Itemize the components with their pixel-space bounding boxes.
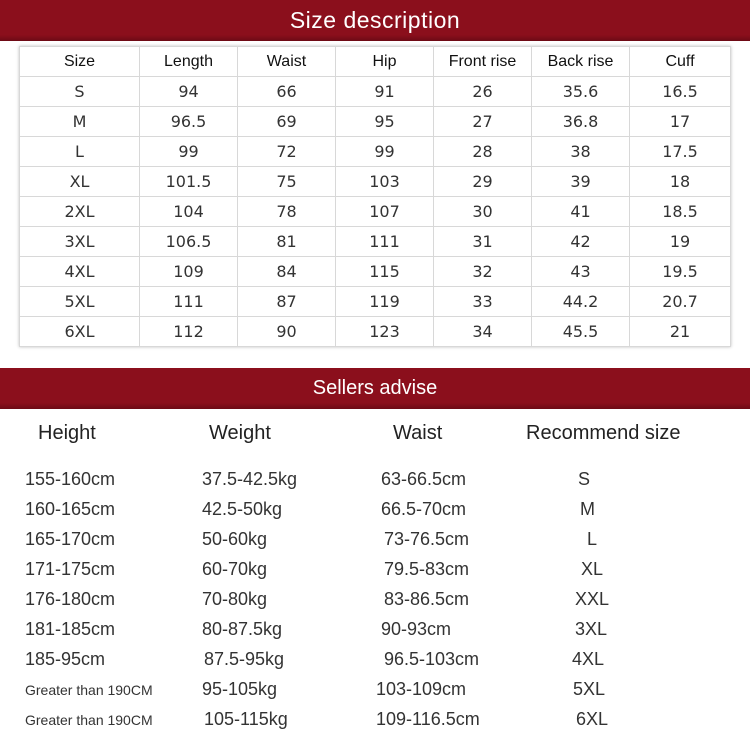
table-cell: 115 [336, 257, 434, 287]
table-cell: S [20, 77, 140, 107]
size-table [19, 46, 731, 347]
advise-header-height: Height [38, 422, 96, 444]
table-cell: 29 [434, 167, 532, 197]
table-cell: 106.5 [140, 227, 238, 257]
size-description-title: Size description [289, 7, 461, 33]
table-row [20, 197, 731, 227]
advise-weight: 50-60kg [202, 529, 268, 549]
advise-size: 5XL [573, 679, 606, 699]
table-row [20, 107, 731, 137]
table-cell: 84 [238, 257, 336, 287]
advise-height: 185-95cm [25, 649, 106, 669]
list-item [0, 649, 750, 679]
advise-height: 165-170cm [25, 529, 116, 549]
advise-height: Greater than 190CM [25, 682, 153, 698]
table-cell: 104 [140, 197, 238, 227]
table-cell: 42 [532, 227, 630, 257]
table-cell: 119 [336, 287, 434, 317]
advise-size: 4XL [572, 649, 605, 669]
table-row [20, 257, 731, 287]
table-row [20, 317, 731, 347]
advise-waist: 103-109cm [376, 679, 467, 699]
table-cell: 18.5 [630, 197, 731, 227]
advise-size: 3XL [575, 619, 608, 639]
advise-size: XXL [575, 589, 610, 609]
table-row [20, 167, 731, 197]
advise-height: 160-165cm [25, 499, 116, 519]
table-cell: 17.5 [630, 137, 731, 167]
advise-weight: 37.5-42.5kg [202, 469, 298, 489]
advise-waist: 90-93cm [381, 619, 452, 639]
header-waist: Waist [238, 47, 336, 77]
table-cell: 33 [434, 287, 532, 317]
list-item [0, 709, 750, 739]
advise-height: 171-175cm [25, 559, 116, 579]
list-item [0, 469, 750, 499]
table-cell: 4XL [20, 257, 140, 287]
table-cell: 96.5 [140, 107, 238, 137]
table-cell: 107 [336, 197, 434, 227]
table-cell: 44.2 [532, 287, 630, 317]
table-row [20, 137, 731, 167]
table-cell: 20.7 [630, 287, 731, 317]
table-cell: 21 [630, 317, 731, 347]
sellers-advise-banner [0, 368, 750, 409]
table-cell: 111 [140, 287, 238, 317]
table-row [20, 287, 731, 317]
size-description-banner [0, 0, 750, 41]
table-cell: 38 [532, 137, 630, 167]
advise-weight: 95-105kg [202, 679, 278, 699]
table-cell: 95 [336, 107, 434, 137]
table-cell: 35.6 [532, 77, 630, 107]
advise-height: 181-185cm [25, 619, 116, 639]
table-row [20, 77, 731, 107]
header-size: Size [20, 47, 140, 77]
table-cell: 72 [238, 137, 336, 167]
advise-size: M [580, 499, 595, 519]
list-item [0, 589, 750, 619]
advise-size: 6XL [576, 709, 609, 729]
advise-size: XL [581, 559, 604, 579]
advise-header-recommend-size: Recommend size [526, 422, 681, 444]
table-cell: 94 [140, 77, 238, 107]
header-back-rise: Back rise [532, 47, 630, 77]
table-cell: 78 [238, 197, 336, 227]
list-item [0, 619, 750, 649]
advise-waist: 109-116.5cm [376, 709, 480, 729]
advise-weight: 60-70kg [202, 559, 268, 579]
list-item [0, 529, 750, 559]
advise-height: 155-160cm [25, 469, 116, 489]
table-cell: 99 [336, 137, 434, 167]
advise-size: L [587, 529, 598, 549]
table-cell: 87 [238, 287, 336, 317]
table-cell: 103 [336, 167, 434, 197]
advise-weight: 70-80kg [202, 589, 268, 609]
table-cell: 16.5 [630, 77, 731, 107]
table-cell: 99 [140, 137, 238, 167]
advise-waist: 83-86.5cm [384, 589, 470, 609]
table-cell: 69 [238, 107, 336, 137]
table-cell: 3XL [20, 227, 140, 257]
advise-height: 176-180cm [25, 589, 116, 609]
table-cell: 19.5 [630, 257, 731, 287]
advise-header-waist: Waist [393, 422, 443, 444]
list-item [0, 679, 750, 709]
advise-weight: 105-115kg [204, 709, 288, 729]
table-cell: 27 [434, 107, 532, 137]
table-cell: 36.8 [532, 107, 630, 137]
table-cell: 91 [336, 77, 434, 107]
advise-waist: 63-66.5cm [381, 469, 467, 489]
advise-waist: 96.5-103cm [384, 649, 480, 669]
table-cell: 31 [434, 227, 532, 257]
table-cell: 112 [140, 317, 238, 347]
table-cell: 66 [238, 77, 336, 107]
table-cell: 39 [532, 167, 630, 197]
table-cell: 32 [434, 257, 532, 287]
table-row [20, 227, 731, 257]
advise-weight: 42.5-50kg [202, 499, 283, 519]
header-cuff: Cuff [630, 47, 731, 77]
table-cell: 123 [336, 317, 434, 347]
table-cell: 45.5 [532, 317, 630, 347]
table-cell: M [20, 107, 140, 137]
table-cell: 81 [238, 227, 336, 257]
size-table-header-row [20, 47, 731, 77]
advise-weight: 80-87.5kg [202, 619, 283, 639]
advise-height: Greater than 190CM [25, 712, 153, 728]
table-cell: 2XL [20, 197, 140, 227]
header-hip: Hip [336, 47, 434, 77]
advise-waist: 73-76.5cm [384, 529, 470, 549]
table-cell: 5XL [20, 287, 140, 317]
header-front-rise: Front rise [434, 47, 532, 77]
sellers-advise-title: Sellers advise [312, 377, 438, 399]
banner-shade [0, 403, 750, 409]
table-cell: 18 [630, 167, 731, 197]
table-cell: 30 [434, 197, 532, 227]
table-cell: 90 [238, 317, 336, 347]
header-length: Length [140, 47, 238, 77]
advise-header-weight: Weight [209, 422, 271, 444]
table-cell: 41 [532, 197, 630, 227]
banner-shade [0, 35, 750, 41]
advise-waist: 79.5-83cm [384, 559, 470, 579]
table-cell: 6XL [20, 317, 140, 347]
advise-weight: 87.5-95kg [204, 649, 285, 669]
table-cell: 111 [336, 227, 434, 257]
list-item [0, 559, 750, 589]
table-cell: L [20, 137, 140, 167]
table-cell: 28 [434, 137, 532, 167]
advise-size: S [578, 469, 591, 489]
table-cell: 109 [140, 257, 238, 287]
list-item [0, 499, 750, 529]
advise-waist: 66.5-70cm [381, 499, 467, 519]
table-cell: 26 [434, 77, 532, 107]
table-cell: 43 [532, 257, 630, 287]
table-cell: XL [20, 167, 140, 197]
table-cell: 101.5 [140, 167, 238, 197]
table-cell: 75 [238, 167, 336, 197]
table-cell: 17 [630, 107, 731, 137]
table-cell: 34 [434, 317, 532, 347]
table-cell: 19 [630, 227, 731, 257]
